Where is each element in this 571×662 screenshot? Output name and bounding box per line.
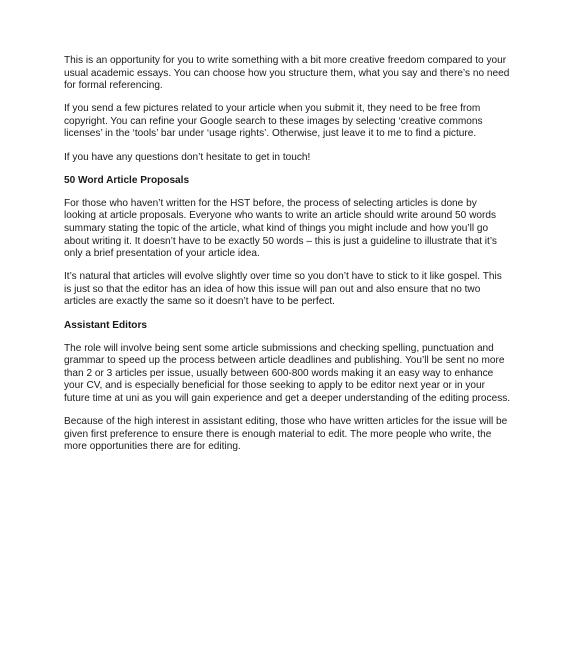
role-paragraph: The role will involve being sent some article submissions and checking spelling, punctuation and grammar to speed up the process between article deadlines and publishing. You’ll be sent no more than 2 or 3 articles per issue, usually between 600-800 words making it an easy way to enhance your CV, and is especially beneficial for those seeking to apply to be editor next year or in your future time at uni as you will gain experience and get a deeper understanding of the editing process.: [64, 342, 511, 404]
intro-paragraph: This is an opportunity for you to write something with a bit more creative freedom compared to your usual academic essays. You can choose how you structure them, what you say and there’s no need for formal referencing.: [64, 55, 510, 92]
interest-paragraph: Because of the high interest in assistant editing, those who have written articles for the issue will be given first preference to ensure there is enough material to edit. The more people who write, the more opportunities there are for editing.: [64, 416, 508, 453]
assistant-editors-heading: Assistant Editors: [64, 319, 148, 331]
proposals-heading: 50 Word Article Proposals: [64, 174, 190, 186]
proposals-paragraph: For those who haven’t written for the HST before, the process of selecting articles is done by looking at article proposals. Everyone who wants to write an article should write around 50 words summary stating the topic of the article, what kind of things you might include and how you’ll go about writing it. It doesn’t have to be exactly 50 words – this is just a guideline to illustrate that it’s only a brief presentation of your article idea.: [64, 197, 497, 260]
evolve-paragraph: It’s natural that articles will evolve slightly over time so you don’t have to stick to it like gospel. This is just so that the editor has an idea of how this issue will pan out and also ensure that no two articles are exactly the same so it doesn’t have to be perfect.: [64, 271, 502, 308]
questions-paragraph: If you have any questions don’t hesitate to get in touch!: [64, 151, 311, 163]
pictures-paragraph: If you send a few pictures related to your article when you submit it, they need to be free from copyright. You can refine your Google search to these images by selecting ‘creative commons licenses’ in the ‘tools’ bar under ‘usage rights’. Otherwise, just leave it to me to find a picture.: [64, 103, 483, 140]
document-page: [64, 55, 511, 464]
